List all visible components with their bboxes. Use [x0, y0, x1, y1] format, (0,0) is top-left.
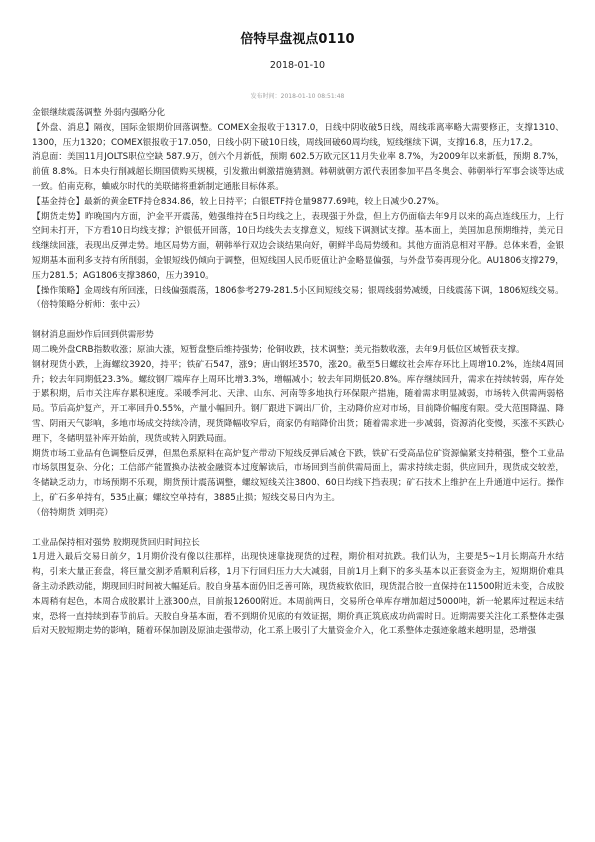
section-heading: 钢材消息面炒作后回到供需形势 [32, 330, 154, 341]
author-note: （倍特期货 刘明亮） [32, 507, 113, 518]
paragraph: 消息面：美国11月JOLTS职位空缺 587.9万，创六个月新低，预期 602.5万欧元区11月失业率 8.7%，为2009年以来新低，预期 8.7%，前值 8.8%。日本央行削减超长期国债购买规模，引发撤出刺激措施猜测。韩朝就朝方派代表团参加平昌冬奥会、韩朝举行军事会谈等达成一致。伯南克称，蛐威尔时代的美联储将重新制定通胀目标体系。 [32, 152, 564, 192]
paragraph: 1月进入最后交易日前夕，1月期价没有像以往那样，出现快速靠拢现货的过程，期价相对抗跌。我们认为，主要是5~1月长期高升水结构，引来大量正套盘，将巨量交割矛盾顺利后移，1月下行回归压力大大减弱，目前1月上剩下的多头基本以正套资金为主，短期期价难具备主动杀跌动能，期现回归时间被大幅延后。胶自身基本面仍旧乏善可陈，现货疲软依旧，现货混合胶一直保持在11500附近未变，合成胶本周稍有起色，本周合成胶累计上涨300点，目前报12600附近。本周前两日，交易所仓单库存增加超过5000吨，新一轮累库过程远未结束，恐将一直持续到春节前后。天胶自身基本面，看不到期价见底的有效证据，期价真正筑底成功尚需时日。近期需要关注化工系整体走强后对天胶短期走势的影响，随着环保加剧及原油走强带动，化工系上吸引了大量资金介入，化工系整体走强迹象越来越明显，恐增强 [32, 552, 564, 637]
section-heading: 工业品保持相对强势 胶期现货回归时间拉长 [32, 537, 200, 548]
paragraph: 钢材现货小跌，上海螺纹3920，持平；铁矿石547，涨9；唐山钢坯3570，涨20。截至5日螺纹社会库存环比上周增10.2%，连续4周回升；较去年同期低23.3%。螺纹钢厂端库存上周环比增3.3%，增幅减小；较去年同期低20.8%。库存继续回升，需求在持续转弱，库存处于累积期，后市关注库存累积速度。采暖季河北、天津、山东、河南等多地执行环保限产措施，随着需求明显减弱，市场转入供需两弱格局。节后高炉复产，开工率回升0.55%，产量小幅回升。钢厂跟进下调出厂价，主动降价应对市场，目前降价幅度有限。受大范围降温、降雪、阴雨天气影响，多地市场成交持续冷清，现货降幅收窄后，商家仍有暗降价出货；随着需求进一步减弱，资源消化变慢，买涨不买跌心理下，冬储明显补库开始前，现货或转入阴跌局面。 [32, 359, 564, 444]
page-title: 倍特早盘视点0110 [240, 32, 355, 47]
paragraph: 期货市场工业品有色调整后反弹，但黑色系原料在高炉复产带动下短线反弹后减仓下跌，铁矿石受高品位矿资源偏紧支持稍强，整个工业品市场氛围复杂、分化；工信部产能置换办法被金融资本过度解读后，市场回到当前供需局面上，需求持续走弱，供应回升，现货成交较差，冬储缺乏动力，市场预期不乐观，期货预计震荡调整，螺纹短线关注3800、60日均线下挡表现；矿石技术上维护在上升通道中运行。操作上，矿石多单持有，535止赢；螺纹空单持有，3885止损；短线交易日内为主。 [32, 448, 564, 503]
paragraph: 【外盘、消息】隔夜，国际金银期价回落调整。COMEX金报收于1317.0，日线中阴收破5日线，周线乖离率略大需要修正，支撑1310、1300，压力1320；COMEX银报收于17.050，日线小阴下破10日线，周线回破60周均线，短线继续下调，支撑16.8，压力17.2。 [32, 122, 564, 148]
paragraph: 【操作策略】金周线有所回涨，日线偏强震荡，1806参考279-281.5小区间短线交易；银周线弱势减缓，日线震荡下调，1806短线交易。 [32, 285, 564, 296]
section-gap [32, 313, 564, 328]
article-body [32, 106, 564, 639]
paragraph: 【期货走势】昨晚国内方面，沪金平开震荡，勉强维持在5日均线之上，表现强于外盘，但上方仍面临去年9月以来的高点连线压力，上行空间未打开，下方看10日均线支撑；沪银低开回落，10日均线失去支撑意义，短线下调测试支撑。基本面上，美国加息预期维持，美元日线继续回涨，表现出反弹走势。地区局势方面，朝韩举行双边会谈结果向好，朝鲜半岛局势缓和。其他方面消息相对平静。总体来看，金银短期基本面利多支持有所削弱，金银短线仍倾向于调整，但短线国人民币贬值让沪金略显偏强，与外盘节奏再现分化。AU1806支撑279，压力281.5；AG1806支撑3860，压力3910。 [32, 211, 564, 281]
paragraph: 【基金持仓】最新的黄金ETF持仓834.86，较上日持平；白银ETF持仓量9877.69吨，较上日减少0.27%。 [32, 196, 445, 207]
section-heading: 金银继续震荡调整 外弱内强略分化 [32, 108, 166, 118]
author-note: （倍特策略分析师：张中云） [32, 300, 145, 311]
section-gap [32, 521, 564, 536]
report-date: 2018-01-10 [269, 60, 326, 71]
publish-time: 发布时间：2018-01-10 08:51:48 [250, 93, 345, 100]
paragraph: 周二晚外盘CRB指数收涨；原油大涨，短暂盘整后维持强势；伦铜收跌，技术调整；美元指数收涨，去年9月低位区域暂获支撑。 [32, 344, 525, 355]
